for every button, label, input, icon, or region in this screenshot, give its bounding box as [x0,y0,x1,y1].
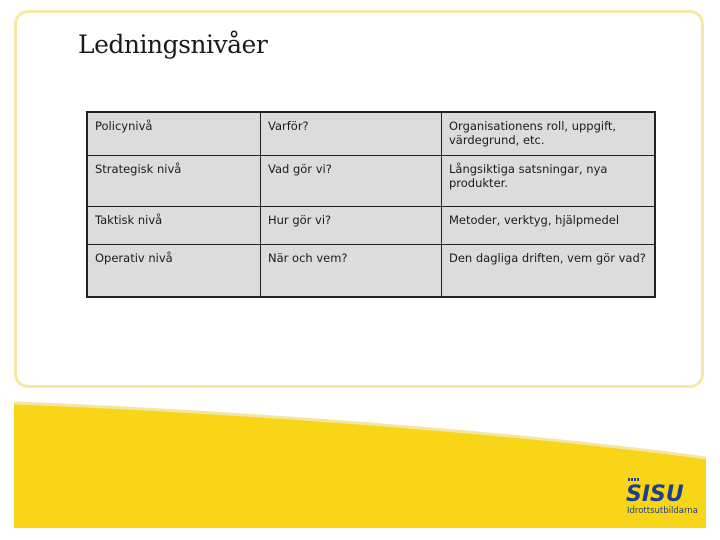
table-row [87,112,655,155]
table-cell-question: Vad gör vi? [261,155,442,206]
table-cell-question: Hur gör vi? [261,206,442,244]
management-levels-table [86,111,656,298]
table-cell-description: Organisationens roll, uppgift, värdegrund, etc. [442,112,656,155]
table-cell-description: Den dagliga driften, vem gör vad? [442,244,656,297]
table-row [87,155,655,206]
logo-wordmark: SISU [626,482,684,507]
table-cell-question: Varför? [261,112,442,155]
slide-title: Ledningsnivåer [78,30,268,59]
logo-tagline: Idrottsutbildarna [627,506,698,516]
table-cell-level: Operativ nivå [87,244,261,297]
table-row [87,244,655,297]
table-cell-level: Taktisk nivå [87,206,261,244]
table-cell-question: När och vem? [261,244,442,297]
table-cell-level: Policynivå [87,112,261,155]
table-row [87,206,655,244]
table-cell-level: Strategisk nivå [87,155,261,206]
table-cell-description: Metoder, verktyg, hjälpmedel [442,206,656,244]
table-cell-description: Långsiktiga satsningar, nya produkter. [442,155,656,206]
logo-mark-icon [628,478,640,481]
sisu-logo [626,482,696,518]
